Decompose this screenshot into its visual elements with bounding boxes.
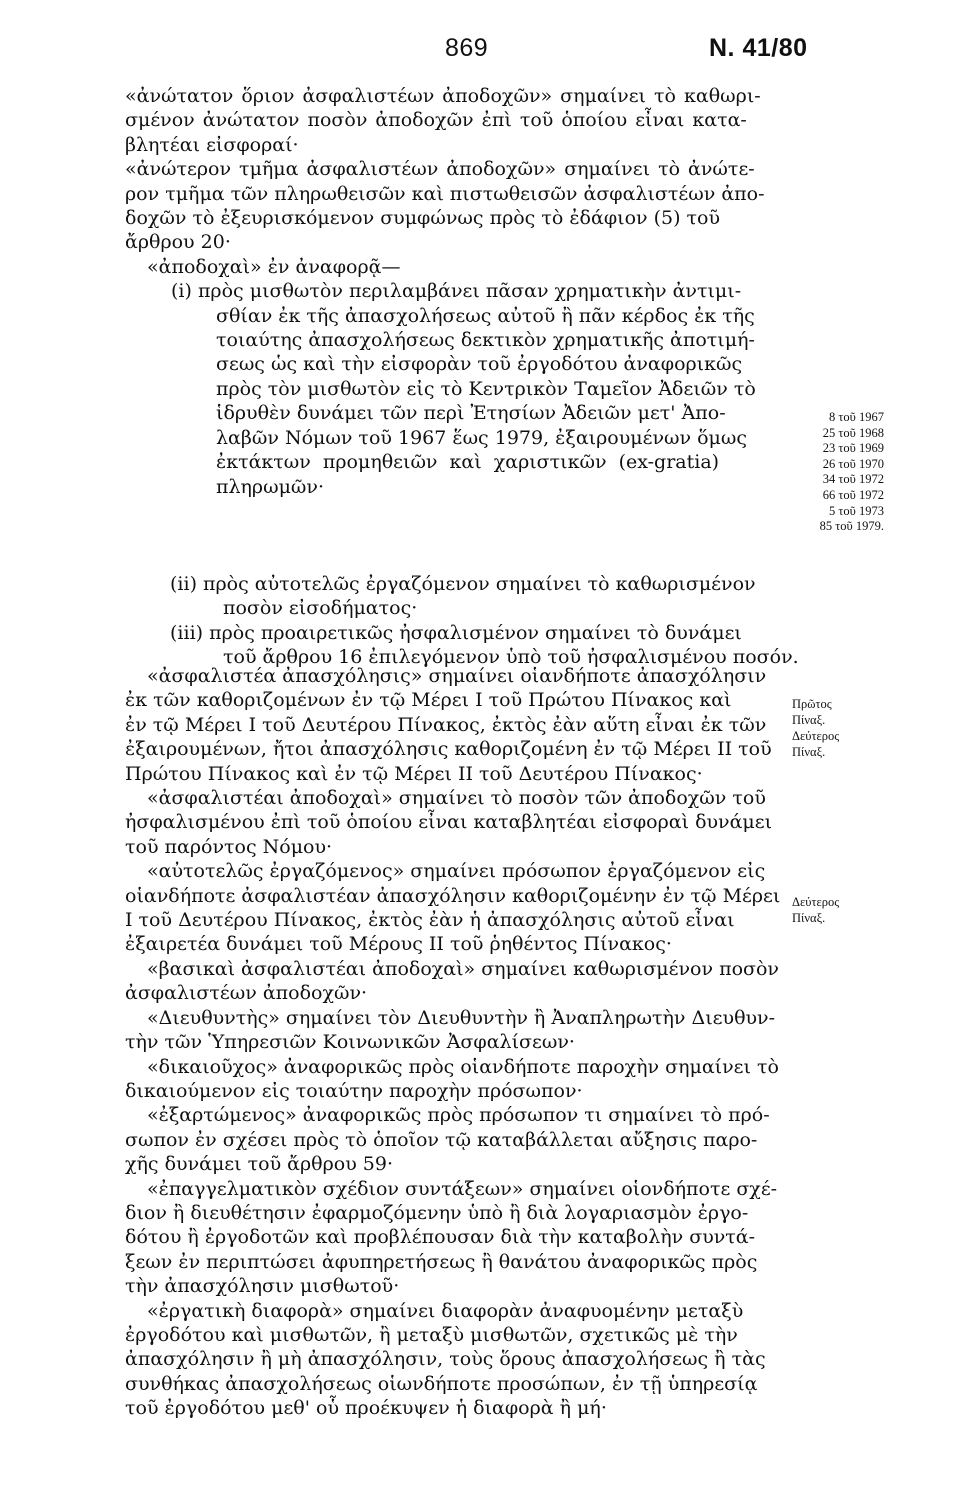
definitions-block-3: [125, 664, 780, 1421]
text-line: Πρώτου Πίνακος καὶ ἐν τῷ Μέρει ΙΙ τοῦ Δευτέρου Πίνακος·: [125, 762, 703, 785]
text-line: βλητέαι εἰσφοραί·: [125, 133, 299, 156]
text-line: «ἀνώτερον τμῆμα ἀσφαλιστέων ἀποδοχῶν» σημαίνει τὸ ἀνώτε-: [125, 158, 755, 181]
margin-law-references: [790, 410, 884, 535]
text-line: δοχῶν τὸ ἐξευρισκόμενον συμφώνως πρὸς τὸ ἐδάφιον (5) τοῦ: [125, 207, 721, 230]
text-line: πρὸς τὸν μισθωτὸν εἰς τὸ Κεντρικὸν Ταμεῖον Ἀδειῶν τὸ: [216, 377, 756, 400]
margin-reference: 25 τοῦ 1968: [822, 425, 884, 440]
text-line: τὴν ἀπασχόλησιν μισθωτοῦ·: [125, 1275, 400, 1298]
text-line: ἀσφαλιστέων ἀποδοχῶν·: [125, 982, 368, 1005]
margin-note-line: Πίναξ.: [792, 745, 826, 759]
text-line: «ἀνώτατον ὅριον ἀσφαλιστέων ἀποδοχῶν» σημαίνει τὸ καθωρι-: [125, 85, 761, 107]
text-line: ἱδρυθὲν δυνάμει τῶν περὶ Ἐτησίων Ἀδειῶν μετ' Ἀπο-: [216, 402, 726, 425]
text-line: «ἐργατικὴ διαφορὰ» σημαίνει διαφορὰν ἀναφυομένην μεταξὺ: [147, 1299, 744, 1322]
text-line: τοιαύτης ἀπασχολήσεως δεκτικὸν χρηματικῆς ἀποτιμή-: [216, 329, 755, 352]
text-line: λαβῶν Νόμων τοῦ 1967 ἕως 1979, ἐξαιρουμένων ὅμως: [216, 426, 748, 449]
text-line: σεως ὡς καὶ τὴν εἰσφορὰν τοῦ ἐργοδότου ἀναφορικῶς: [216, 353, 743, 376]
text-line: πληρωμῶν·: [216, 475, 325, 498]
text-line: «ἀσφαλιστέα ἀπασχόλησις» σημαίνει οἱανδήποτε ἀπασχόλησιν: [147, 665, 767, 687]
text-line: «δικαιοῦχος» ἀναφορικῶς πρὸς οἱανδήποτε παροχὴν σημαίνει τὸ: [147, 1055, 779, 1078]
margin-note-second-schedule: [792, 894, 839, 926]
text-line: Ι τοῦ Δευτέρου Πίνακος, ἐκτὸς ἐὰν ἡ ἀπασχόλησις αὐτοῦ εἶναι: [125, 909, 735, 932]
law-number: Ν. 41/80: [709, 34, 808, 62]
text-line: διον ἢ διευθέτησιν ἐφαρμοζόμενην ὑπὸ ἢ διὰ λογαριασμὸν ἐργο-: [125, 1201, 749, 1224]
text-line: σθίαν ἐκ τῆς ἀπασχολήσεως αὐτοῦ ἢ πᾶν κέρδος ἐκ τῆς: [216, 304, 755, 327]
margin-reference: 5 τοῦ 1973: [829, 503, 884, 518]
margin-note-line: Δεύτερος: [792, 895, 840, 909]
margin-note-schedules: [792, 696, 839, 760]
text-line: δότου ἢ ἐργοδοτῶν καὶ προβλέπουσαν διὰ τὴν καταβολὴν συντά-: [125, 1226, 756, 1249]
text-line: ποσὸν εἰσοδήματος·: [223, 597, 418, 620]
margin-reference: 85 τοῦ 1979.: [819, 519, 884, 534]
text-line: «αὐτοτελῶς ἐργαζόμενος» σημαίνει πρόσωπον ἐργαζόμενον εἰς: [147, 860, 766, 883]
text-line: ἐκ τῶν καθοριζομένων ἐν τῷ Μέρει Ι τοῦ Πρώτου Πίνακος καὶ: [125, 689, 732, 712]
text-line: τοῦ παρόντος Νόμου·: [125, 835, 333, 858]
margin-reference: 34 τοῦ 1972: [822, 472, 884, 487]
margin-reference: 23 τοῦ 1969: [822, 441, 884, 456]
text-line: «βασικαὶ ἀσφαλιστέαι ἀποδοχαὶ» σημαίνει καθωρισμένον ποσὸν: [147, 957, 779, 980]
text-line: ἠσφαλισμένου ἐπὶ τοῦ ὁποίου εἶναι καταβλητέαι εἰσφοραὶ δυνάμει: [125, 811, 773, 834]
margin-reference: 66 τοῦ 1972: [822, 487, 884, 502]
text-line: σωπον ἐν σχέσει πρὸς τὸ ὁποῖον τῷ καταβάλλεται αὔξησις παρο-: [125, 1128, 758, 1151]
text-line: ἄρθρου 20·: [125, 231, 231, 254]
text-line: (i) πρὸς μισθωτὸν περιλαμβάνει πᾶσαν χρηματικὴν ἀντιμι-: [171, 280, 742, 303]
text-line: συνθήκας ἀπασχολήσεως οἱωνδήποτε προσώπων, ἐν τῇ ὑπηρεσίᾳ: [125, 1372, 758, 1395]
margin-note-line: Πίναξ.: [792, 713, 826, 727]
text-line: «ἐπαγγελματικὸν σχέδιον συντάξεων» σημαίνει οἱονδήποτε σχέ-: [147, 1177, 778, 1200]
text-line: οἱανδήποτε ἀσφαλιστέαν ἀπασχόλησιν καθοριζομένην ἐν τῷ Μέρει: [125, 884, 781, 907]
text-line: τοῦ ἄρθρου 16 ἐπιλεγόμενον ὑπὸ τοῦ ἠσφαλισμένου ποσόν.: [223, 646, 799, 669]
text-line: «ἀποδοχαὶ» ἐν ἀναφορᾷ—: [147, 255, 401, 278]
margin-reference: 26 τοῦ 1970: [822, 456, 884, 471]
margin-note-line: Πρῶτος: [792, 697, 832, 711]
text-line: (iii) πρὸς προαιρετικῶς ἠσφαλισμένον σημαίνει τὸ δυνάμει: [170, 621, 742, 644]
page-number: 869: [445, 34, 489, 62]
text-line: χῆς δυνάμει τοῦ ἄρθρου 59·: [125, 1153, 394, 1176]
text-line: σμένον ἀνώτατον ποσὸν ἀποδοχῶν ἐπὶ τοῦ ὁποίου εἶναι κατα-: [125, 109, 747, 132]
margin-reference: 8 τοῦ 1967: [829, 410, 884, 424]
text-line: ἀπασχόλησιν ἢ μὴ ἀπασχόλησιν, τοὺς ὅρους ἀπασχολήσεως ἢ τὰς: [125, 1348, 766, 1371]
margin-note-line: Δεύτερος: [792, 729, 840, 743]
text-line: ἐν τῷ Μέρει Ι τοῦ Δευτέρου Πίνακος, ἐκτὸς ἐὰν αὕτη εἶναι ἐκ τῶν: [125, 713, 767, 736]
margin-note-line: Πίναξ.: [792, 911, 826, 925]
text-line: ἐκτάκτων προμηθειῶν καὶ χαριστικῶν (ex-gratia): [216, 451, 720, 474]
text-line: ξεων ἐν περιπτώσει ἀφυπηρετήσεως ἢ θανάτου ἀναφορικῶς πρὸς: [125, 1250, 758, 1273]
text-line: «Διευθυντὴς» σημαίνει τὸν Διευθυντὴν ἢ Ἀναπληρωτὴν Διευθυν-: [147, 1006, 776, 1029]
text-line: ἐξαιρουμένων, ἤτοι ἀπασχόλησις καθοριζομένη ἐν τῷ Μέρει ΙΙ τοῦ: [125, 738, 772, 761]
definitions-block-2: [170, 572, 799, 670]
text-line: (ii) πρὸς αὐτοτελῶς ἐργαζόμενον σημαίνει τὸ καθωρισμένον: [170, 573, 756, 595]
text-line: ἐργοδότου καὶ μισθωτῶν, ἢ μεταξὺ μισθωτῶν, σχετικῶς μὲ τὴν: [125, 1323, 738, 1346]
text-line: «ἀσφαλιστέαι ἀποδοχαὶ» σημαίνει τὸ ποσὸν τῶν ἀποδοχῶν τοῦ: [147, 787, 766, 810]
text-line: δικαιούμενον εἰς τοιαύτην παροχὴν πρόσωπον·: [125, 1079, 583, 1102]
text-line: ρον τμῆμα τῶν πληρωθεισῶν καὶ πιστωθεισῶν ἀσφαλιστέων ἀπο-: [125, 182, 765, 205]
text-line: ἐξαιρετέα δυνάμει τοῦ Μέρους ΙΙ τοῦ ῥηθέντος Πίνακος·: [125, 933, 672, 956]
text-line: τοῦ ἐργοδότου μεθ' οὗ προέκυψεν ἡ διαφορὰ ἢ μή·: [125, 1397, 607, 1420]
text-line: «ἐξαρτώμενος» ἀναφορικῶς πρὸς πρόσωπον τι σημαίνει τὸ πρό-: [147, 1104, 770, 1127]
definitions-block-1: [125, 84, 780, 499]
text-line: τὴν τῶν Ὑπηρεσιῶν Κοινωνικῶν Ἀσφαλίσεων·: [125, 1031, 575, 1054]
